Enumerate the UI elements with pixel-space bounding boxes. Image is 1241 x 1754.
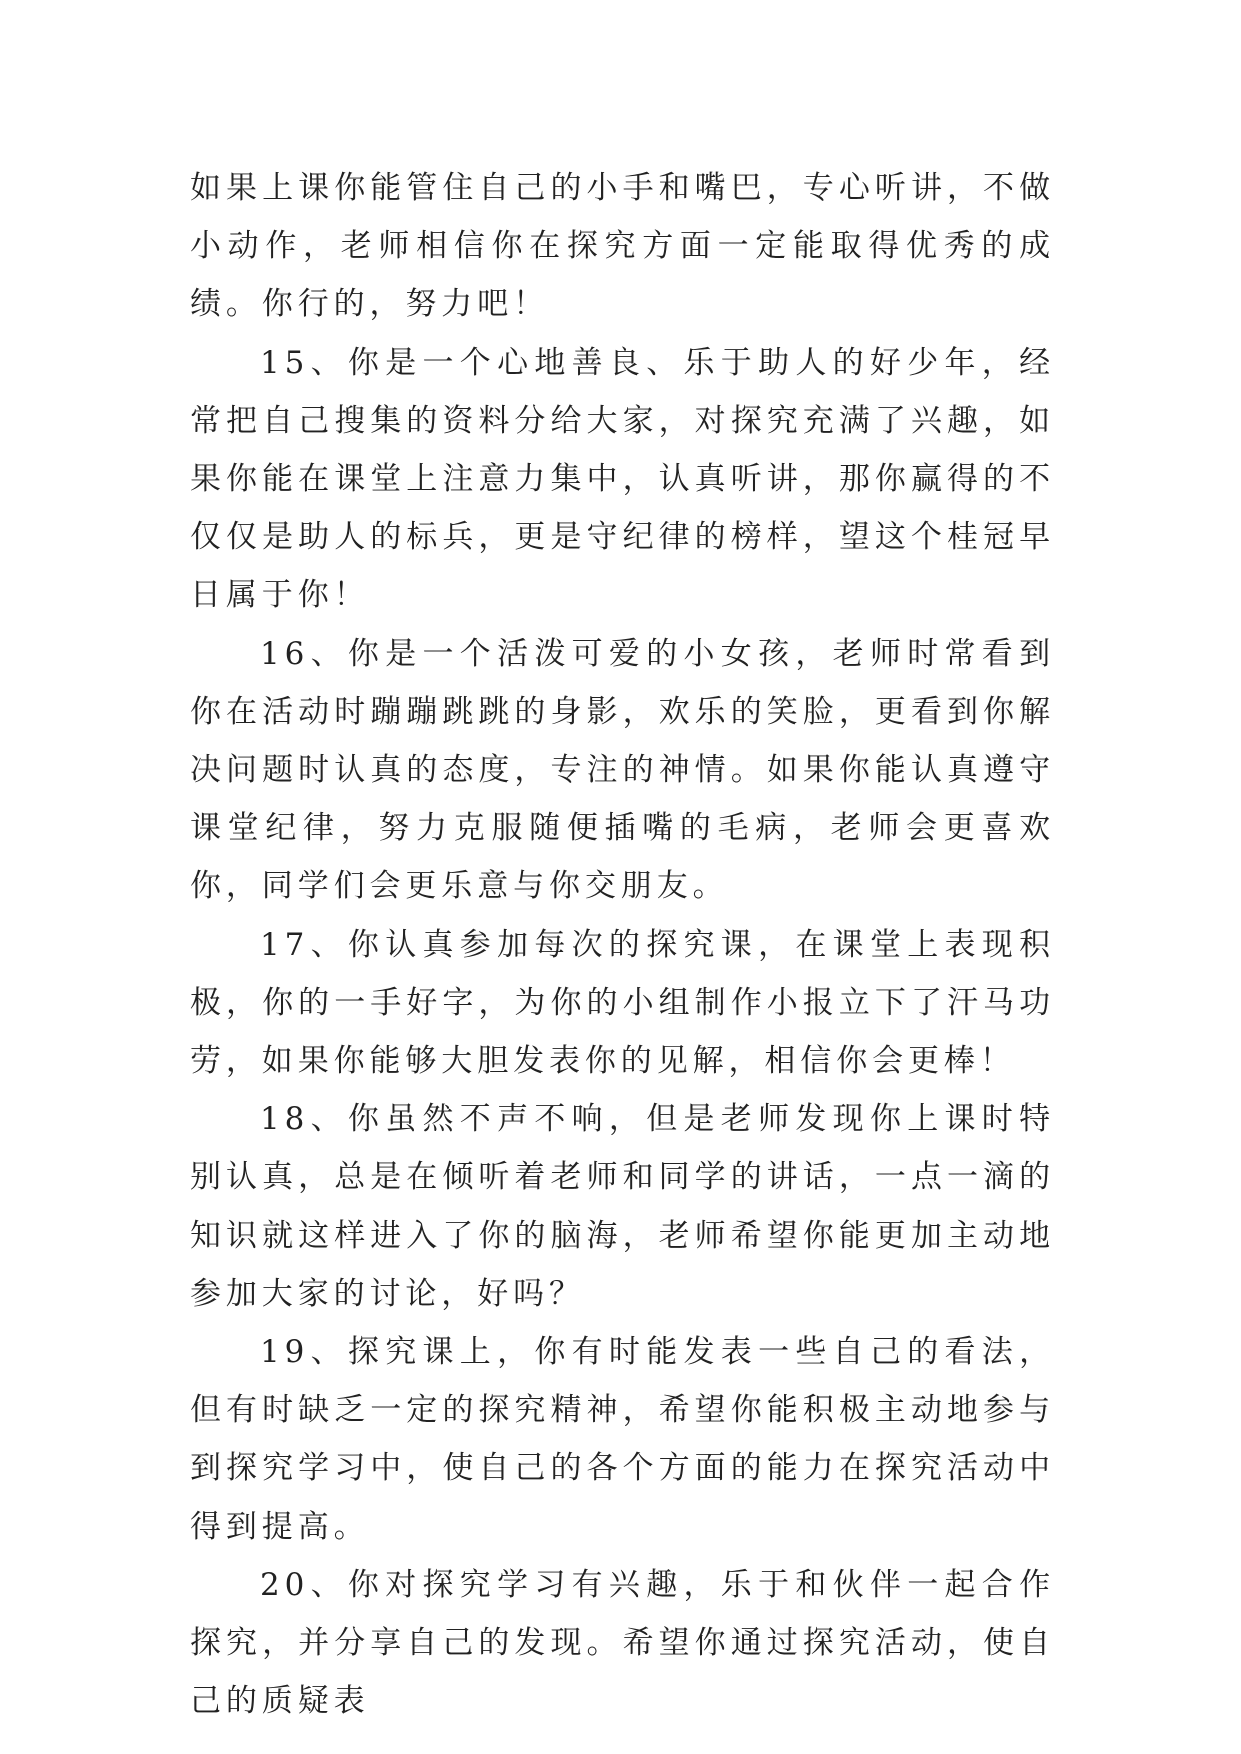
document-body bbox=[190, 159, 1055, 1730]
paragraph-19: 19、探究课上，你有时能发表一些自己的看法，但有时缺乏一定的探究精神，希望你能积极主动地参与到探究学习中，使自己的各个方面的能力在探究活动中得到提高。 bbox=[190, 1334, 1055, 1545]
paragraph-15: 15、你是一个心地善良、乐于助人的好少年，经常把自己搜集的资料分给大家，对探究充满了兴趣，如果你能在课堂上注意力集中，认真听讲，那你赢得的不仅仅是助人的标兵，更是守纪律的榜样，望这个桂冠早日属于你！ bbox=[190, 344, 1055, 614]
paragraph-17: 17、你认真参加每次的探究课，在课堂上表现积极，你的一手好字，为你的小组制作小报立下了汗马功劳，如果你能够大胆发表你的见解，相信你会更棒！ bbox=[190, 926, 1055, 1080]
paragraph-16: 16、你是一个活泼可爱的小女孩，老师时常看到你在活动时蹦蹦跳跳的身影，欢乐的笑脸，更看到你解决问题时认真的态度，专注的神情。如果你能认真遵守课堂纪律，努力克服随便插嘴的毛病，老师会更喜欢你，同学们会更乐意与你交朋友。 bbox=[190, 635, 1055, 905]
paragraph-18: 18、你虽然不声不响，但是老师发现你上课时特别认真，总是在倾听着老师和同学的讲话，一点一滴的知识就这样进入了你的脑海，老师希望你能更加主动地参加大家的讨论，好吗？ bbox=[190, 1101, 1055, 1312]
paragraph-20: 20、你对探究学习有兴趣，乐于和伙伴一起合作探究，并分享自己的发现。希望你通过探究活动，使自己的质疑表 bbox=[190, 1566, 1055, 1720]
paragraph-14-continued: 如果上课你能管住自己的小手和嘴巴，专心听讲，不做小动作，老师相信你在探究方面一定能取得优秀的成绩。你行的，努力吧！ bbox=[190, 170, 1055, 323]
